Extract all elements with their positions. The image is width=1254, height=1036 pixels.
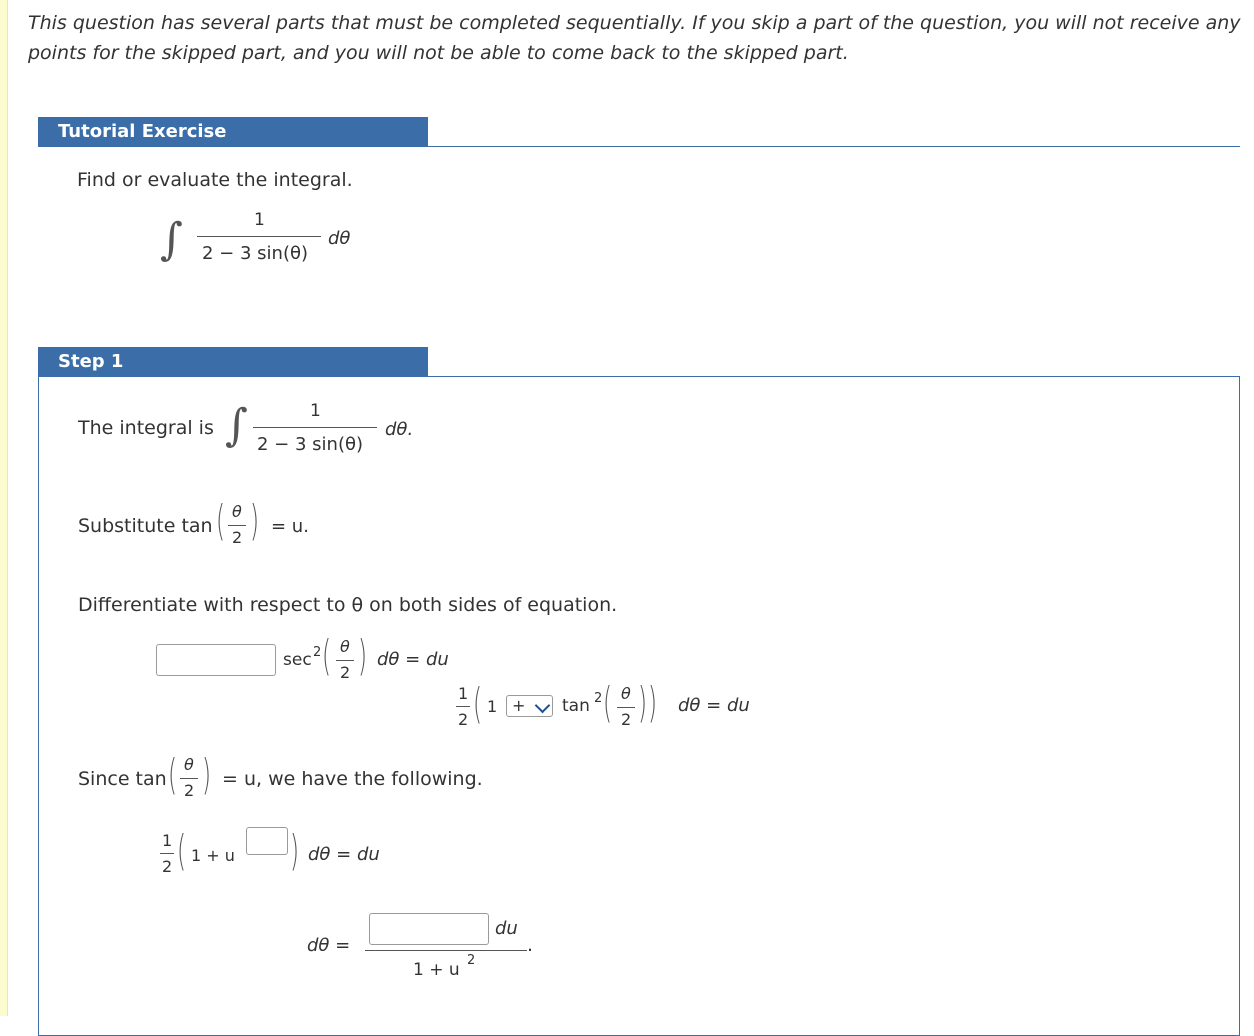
eq4-fraction-bar [365,950,527,951]
eq4-denominator-exponent: 2 [467,953,476,968]
right-paren: ) [250,496,260,545]
left-paren: ( [216,496,226,545]
eq3-coef-denominator: 2 [162,857,173,876]
since-fraction-bar [180,778,198,779]
sec-two: 2 [340,663,351,682]
eq2-one: 1 [487,697,498,716]
since-right-paren: ) [202,750,212,799]
tutorial-exercise-header: Tutorial Exercise [38,117,428,147]
step-integral-numerator: 1 [310,401,321,421]
step-fraction-bar [253,427,377,428]
u-exponent-input[interactable] [246,827,288,855]
eq2-rhs: dθ = du [678,695,750,716]
eq4-du: du [495,918,518,939]
differentiate-instruction: Differentiate with respect to θ on both sides of equation. [78,594,618,616]
eq2-inner-left-paren: ( [603,678,613,727]
eq2-fraction-bar [617,707,635,708]
eq2-outer-left-paren: ( [473,679,483,728]
eq3-coef-numerator: 1 [162,831,173,850]
eq3-rhs: dθ = du [308,844,380,865]
step-integral-differential: dθ. [385,419,414,440]
sec-left-paren: ( [322,631,332,680]
eq2-tan-exponent: 2 [594,691,603,706]
integral-sign: ∫ [160,214,183,265]
eq2-inner-right-paren: ) [638,678,648,727]
step-integral-sign: ∫ [225,400,248,451]
integral-differential: dθ [328,228,351,249]
eq4-period: . [527,934,534,956]
sec-theta: θ [340,637,350,656]
operator-select-value: + [512,696,526,715]
tutorial-header-rule [428,146,1240,147]
eq2-theta: θ [621,684,631,703]
substitute-theta: θ [232,502,242,521]
eq2-coef-numerator: 1 [458,684,469,703]
since-left-paren: ( [168,750,178,799]
sec-function: sec [283,650,312,670]
integral-label: The integral is [78,417,214,439]
tutorial-prompt: Find or evaluate the integral. [77,169,353,191]
fraction-bar [197,236,321,237]
sec-fraction-bar [336,660,354,661]
since-theta: θ [184,755,194,774]
substitute-fraction-bar [228,525,246,526]
step-1-header: Step 1 [38,347,428,377]
substitute-label: Substitute tan [78,515,213,537]
eq2-coef-denominator: 2 [458,710,469,729]
eq2-tan-function: tan [562,696,590,716]
operator-select[interactable] [506,695,553,717]
du-coefficient-input[interactable] [369,913,489,945]
integral-denominator: 2 − 3 sin(θ) [202,243,308,264]
eq2-outer-right-paren: ) [648,678,658,727]
eq3-expression: 1 + u [191,846,235,865]
sec-right-paren: ) [358,631,368,680]
since-label: Since tan [78,768,167,790]
integral-numerator: 1 [254,210,265,230]
eq3-right-paren: ) [290,826,300,875]
eq2-coef-bar [456,706,470,707]
eq2-two: 2 [621,710,632,729]
eq3-coef-bar [160,853,174,854]
eq1-rhs: dθ = du [377,649,449,670]
left-margin-strip [0,0,8,1016]
sec-exponent: 2 [313,645,322,660]
sequential-warning: This question has several parts that must be completed sequentially. If you skip a part of the question, you will not receive any points for the skipped part, and you will not be able to come back to the skipped part. [28,12,1241,64]
sec-coefficient-input[interactable] [156,644,276,676]
chevron-down-icon [535,698,551,714]
eq4-denominator: 1 + u [413,960,460,980]
eq4-lhs: dθ = [307,935,351,956]
eq3-left-paren: ( [177,826,187,875]
substitute-two: 2 [232,528,243,547]
step-integral-denominator: 2 − 3 sin(θ) [257,434,363,455]
since-two: 2 [184,781,195,800]
since-rhs: = u, we have the following. [222,768,483,790]
substitute-rhs: = u. [271,516,309,537]
